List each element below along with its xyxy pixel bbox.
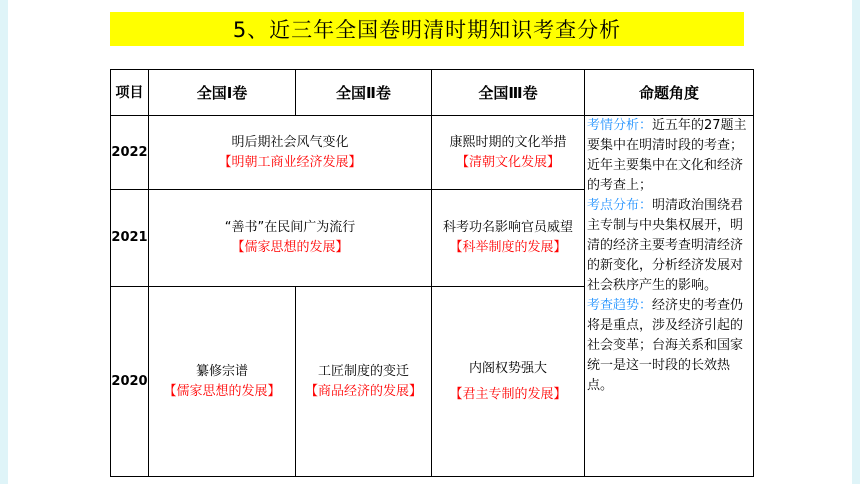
analysis-cell [585,116,754,477]
analysis-label: 考点分布： [587,198,653,213]
topic-tag: 【儒家思想的发展】 [231,240,349,255]
page-title: 5、近三年全国卷明清时期知识考查分析 [110,12,744,46]
topic-text: 明后期社会风气变化 [231,134,349,150]
year-cell: 2021 [111,190,149,287]
topic-text: 科考功名影响官员威望 [442,220,573,235]
analysis-text: 近五年的27题主要集中在明清时段的考查；近年主要集中在文化和经济的考查上； [587,118,747,193]
topic-text: 康熙时期的文化举措 [449,134,567,150]
header-paper-2: 全国Ⅱ卷 [296,70,432,116]
analysis-table [110,69,754,477]
left-decor-strip [0,0,8,484]
topic-text: 纂修宗谱 [195,363,248,379]
paper-3-cell [432,287,585,477]
analysis-text: 明清政治围绕君主专制与中央集权展开，明清的经济主要考查明清经济的新变化，分析经济发展对社会秩序产生的影响。 [587,198,744,293]
table-row-2022 [111,116,754,190]
header-paper-1: 全国Ⅰ卷 [149,70,296,116]
topic-tag: 【明朝工商业经济发展】 [218,154,362,170]
topic-tag: 【儒家思想的发展】 [163,383,281,399]
header-paper-3: 全国Ⅲ卷 [432,70,585,116]
topic-tag: 【科举制度的发展】 [449,240,567,255]
header-row [111,70,754,116]
year-cell: 2020 [111,287,149,477]
analysis-label: 考情分析： [587,118,653,133]
header-angle: 命题角度 [585,70,754,116]
topic-text: 工匠制度的变迁 [317,363,409,379]
header-project: 项目 [111,70,149,116]
paper-1-cell [149,287,296,477]
paper-3-cell [432,190,585,287]
topic-tag: 【君主专制的发展】 [449,386,567,402]
year-cell: 2022 [111,116,149,190]
topic-text: “善书”在民间广为流行 [224,220,356,235]
topic-text: 内阁权势强大 [468,360,547,376]
merged-cell [149,190,432,287]
paper-2-cell [296,287,432,477]
paper-3-cell [432,116,585,190]
right-decor-strip [852,0,860,484]
analysis-text: 经济史的考查仍将是重点，涉及经济引起的社会变革；台海关系和国家统一是这一时段的长效热点。 [587,298,744,393]
merged-cell [149,116,432,190]
topic-tag: 【清朝文化发展】 [455,154,560,170]
topic-tag: 【商品经济的发展】 [304,383,422,399]
analysis-label: 考查趋势： [587,298,653,313]
